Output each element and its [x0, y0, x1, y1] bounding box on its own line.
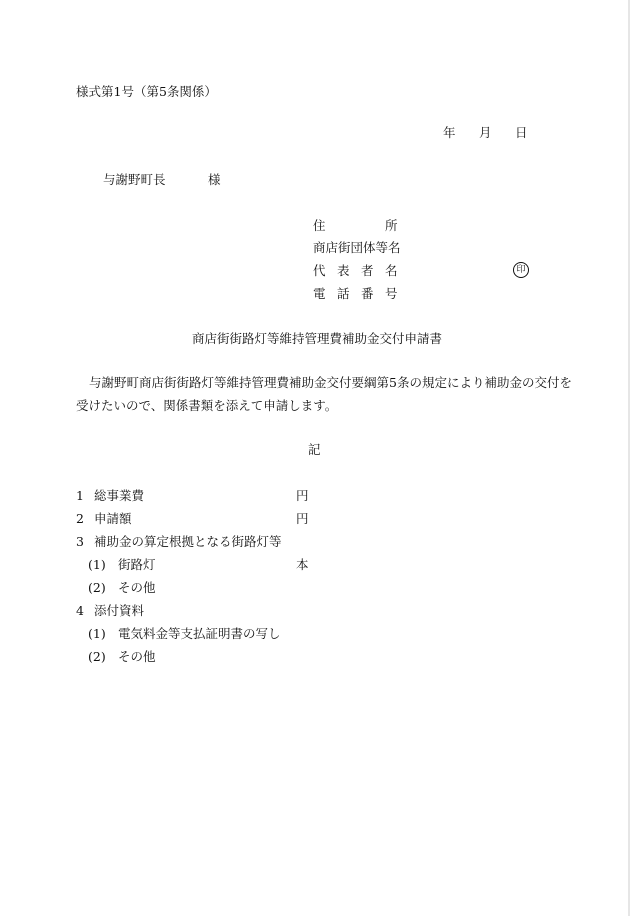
address-label-1: 住 [313, 218, 326, 233]
subitem-label: 電気料金等支払証明書の写し [118, 626, 281, 641]
item-label: 添付資料 [94, 603, 145, 618]
body-line-2: 受けたいので、関係書類を添えて申請します。 [76, 398, 338, 413]
item-number: 4 [76, 603, 84, 618]
address-label-2: 所 [385, 218, 398, 233]
item-unit: 円 [296, 511, 309, 526]
item-label: 申請額 [94, 511, 132, 526]
date-year: 年 [443, 125, 456, 140]
seal-mark: 印 [513, 262, 529, 278]
item-unit: 本 [296, 557, 309, 572]
body-line-1: 与謝野町商店街街路灯等維持管理費補助金交付要綱第5条の規定により補助金の交付を [89, 375, 572, 390]
phone-label-2: 話 [337, 286, 350, 301]
item-unit: 円 [296, 488, 309, 503]
subitem-number: (1) [88, 557, 106, 572]
ki-heading: 記 [308, 442, 321, 457]
item-label: 総事業費 [94, 488, 145, 503]
subitem-label: 街路灯 [118, 557, 156, 572]
addressee-honorific: 様 [208, 172, 221, 187]
rep-label-2: 表 [337, 263, 350, 278]
item-number: 2 [76, 511, 84, 526]
group-name-label: 商店街団体等名 [313, 240, 401, 255]
phone-label-1: 電 [313, 286, 326, 301]
addressee-name: 与謝野町長 [103, 172, 166, 187]
rep-label-4: 名 [385, 263, 398, 278]
item-number: 3 [76, 534, 84, 549]
rep-label-1: 代 [313, 263, 326, 278]
subitem-number: (1) [88, 626, 106, 641]
rep-label-3: 者 [361, 263, 374, 278]
item-number: 1 [76, 488, 84, 503]
date-month: 月 [479, 125, 492, 140]
phone-label-4: 号 [385, 286, 398, 301]
form-label: 様式第1号（第5条関係） [76, 84, 217, 99]
phone-label-3: 番 [361, 286, 374, 301]
subitem-label: その他 [118, 649, 156, 664]
subitem-number: (2) [88, 580, 106, 595]
subitem-label: その他 [118, 580, 156, 595]
document-title: 商店街街路灯等維持管理費補助金交付申請書 [192, 331, 443, 346]
subitem-number: (2) [88, 649, 106, 664]
item-label: 補助金の算定根拠となる街路灯等 [94, 534, 282, 549]
date-day: 日 [515, 125, 528, 140]
